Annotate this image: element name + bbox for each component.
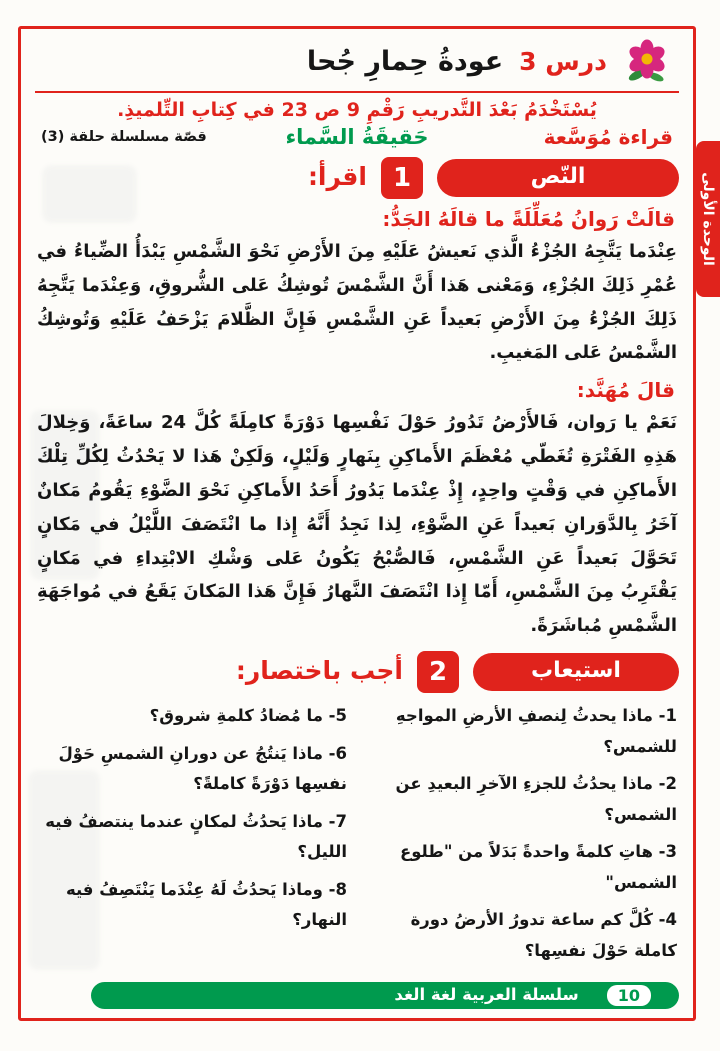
question-item: 6- ماذا يَنتُجُ عن دورانِ الشمسِ حَوْلَ نفسِها دَوْرَةً كاملةً؟ [58,743,347,794]
usage-note: يُسْتَخْدَمُ بَعْدَ التَّدريبِ رَقْمِ 9 ص 23 في كِتابِ التِّلميذِ. [117,99,597,121]
question-item: 1- ماذا يحدثُ لِنصفِ الأرضِ المواجهِ للشمس؟ [395,706,677,756]
lesson-header [35,35,679,89]
question-item: 5- ما مُضادُ كلمةِ شروق؟ [149,706,347,726]
lesson-title: عودةُ حِمارِ جُحا [306,45,504,77]
section-bar [437,159,679,197]
unit-tab-label: الوحدة الأولى [700,172,716,266]
section-header-text [35,157,679,199]
question-item: 8- وماذا يَحدُثُ لَهُ عِنْدَما يَنْتَصِفُ فيه النهار؟ [65,879,347,930]
lesson-number: درس 3 [519,46,607,76]
questions-area [37,701,677,973]
speaker-line: قالَ مُهَنَّد: [576,378,675,403]
section-label: النّص [530,164,586,189]
question-item: 2- ماذا يحدُثُ للجزءِ الآخرِ البعيدِ عن الشمس؟ [395,774,677,824]
meta-row [41,125,673,149]
section-label: استيعاب [531,658,621,684]
series-title: سلسلة العربية لغة الغد [394,985,579,1004]
speaker-line: قالَتْ رَوانُ مُعَلِّلَةً ما قالَهُ الجَدُّ: [382,207,675,231]
question-item: 4- كُلَّ كم ساعة تدورُ الأرضُ دورة كاملة حَوْلَ نفسِها؟ [410,910,677,960]
question-item: 7- ماذا يَحدُثُ لمكانٍ عندما ينتصفُ فيه الليل؟ [45,811,347,862]
header-divider [35,91,679,93]
section-header-comprehension [35,651,679,693]
episode-note: قصّة مسلسلة حلقة (3) [41,129,207,145]
unit-side-tab [696,141,720,297]
story-paragraph: عِنْدَما يَتَّجِهُ الجُزْءُ الَّذي نَعيشُ عَلَيْهِ مِنَ الأَرْضِ نَحْوَ الشَّمْسِ يَبْدَأُ الضِّياءُ في عُمْرِ ذَلِكَ الجُزْءِ، وَمَعْنى هَذا أَنَّ الشَّمْسَ تُوشِكُ عَلى الشُّروقِ، وَعِنْدَما يَتَّجِهُ ذَلِكَ الجُزْءُ مِنَ الأَرْضِ بَعيداً عَنِ الشَّمْسِ فَإِنَّ الظَّلامَ يَزْحَفُ عَلَيْهِ وَتُوشِكُ الشَّمْسُ عَلى المَغيبِ. [37,241,677,364]
section-number-badge: 2 [417,651,459,693]
questions-column-left [37,701,347,973]
section-instruction: أجب باختصار: [235,656,403,686]
reading-type-label: قراءة مُوَسَّعة [543,125,673,149]
page-number: 10 [607,985,651,1006]
section-number-badge: 1 [381,157,423,199]
section-instruction: اقرأ: [307,162,367,191]
flower-icon [623,37,671,85]
story-title: حَقيقَةُ السَّماء [285,125,429,149]
questions-column-right [367,701,677,973]
footer-bar [91,982,679,1009]
question-item: 3- هاتِ كلمةً واحدةً بَدَلاً من "طلوع الشمس" [399,842,677,892]
page-frame [18,26,696,1021]
section-bar [473,653,679,691]
story-paragraph: نَعَمْ يا رَوان، فَالأَرْضُ تَدُورُ حَوْلَ نَفْسِها دَوْرَةً كامِلَةً كُلَّ 24 ساعَةً، وَخِلالَ هَذِهِ الفَتْرَةِ تُغَطّي مُعْظَمَ الأَماكِنِ بِنَهارٍ وَلَيْلٍ، وَلَكِنْ هَذا لا يَحْدُثُ لِكُلِّ تِلْكَ الأَماكِنِ في وَقْتٍ واحِدٍ، إِذْ عِنْدَما يَدُورُ أَحَدُ الأَماكِنِ نَحْوَ الضَّوْءِ يَقُومُ مَكانٌ آخَرُ بِالدَّوَرانِ بَعيداً عَنِ الضَّوْءِ، لِذا نَجِدُ أَنَّهُ إِذا ما انْتَصَفَ اللَّيْلُ في مَكانٍ تَحَوَّلَ بَعيداً عَنِ الشَّمْسِ، فَالصُّبْحُ يَكُونُ عَلى وَشْكِ الابْتِداءِ في مَكانٍ يَقْتَرِبُ مِنَ الشَّمْسِ، أَمّا إِذا انْتَصَفَ النَّهارُ فَإِنَّ هَذا المَكانَ يَقَعُ في مُواجَهَةِ الشَّمْسِ مُباشَرَةً. [37,412,677,637]
